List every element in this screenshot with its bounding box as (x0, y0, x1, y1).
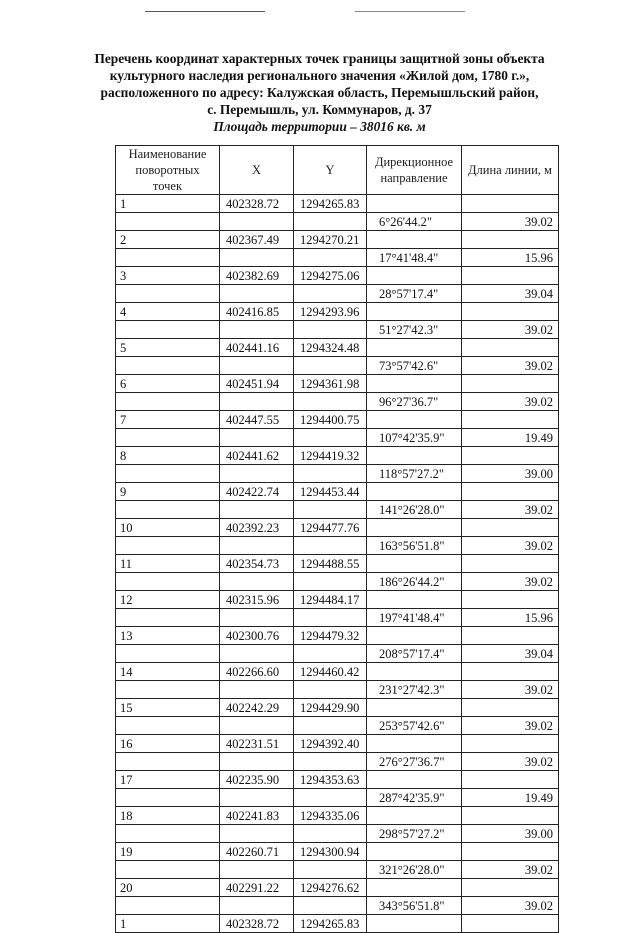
empty-cell (294, 573, 367, 591)
empty-cell (462, 915, 559, 933)
empty-cell (116, 897, 220, 915)
point-name: 13 (116, 627, 220, 645)
empty-cell (116, 573, 220, 591)
point-x: 402328.72 (220, 195, 294, 213)
empty-cell (116, 681, 220, 699)
empty-cell (367, 771, 462, 789)
segment-length: 15.96 (462, 609, 559, 627)
empty-cell (294, 717, 367, 735)
segment-direction: 118°57'27.2" (367, 465, 462, 483)
segment-direction: 107°42'35.9" (367, 429, 462, 447)
segment-length: 39.02 (462, 213, 559, 231)
title-line: Перечень координат характерных точек границы защитной зоны объекта (94, 51, 545, 66)
point-row (116, 339, 559, 357)
header-x: X (220, 146, 294, 195)
empty-cell (367, 267, 462, 285)
point-y: 1294477.76 (294, 519, 367, 537)
empty-cell (294, 321, 367, 339)
segment-length: 39.02 (462, 501, 559, 519)
segment-direction: 197°41'48.4" (367, 609, 462, 627)
table-header-row (116, 146, 559, 195)
segment-row (116, 753, 559, 771)
empty-cell (220, 897, 294, 915)
empty-cell (116, 861, 220, 879)
point-x: 402451.94 (220, 375, 294, 393)
empty-cell (294, 645, 367, 663)
segment-row (116, 429, 559, 447)
empty-cell (294, 501, 367, 519)
point-y: 1294265.83 (294, 195, 367, 213)
point-name: 18 (116, 807, 220, 825)
point-x: 402241.83 (220, 807, 294, 825)
empty-cell (220, 717, 294, 735)
segment-length: 39.02 (462, 573, 559, 591)
point-row (116, 771, 559, 789)
point-name: 4 (116, 303, 220, 321)
empty-cell (220, 681, 294, 699)
point-row (116, 879, 559, 897)
segment-length: 19.49 (462, 789, 559, 807)
segment-direction: 208°57'17.4" (367, 645, 462, 663)
segment-row (116, 357, 559, 375)
scan-artifact-line (145, 11, 265, 12)
empty-cell (294, 429, 367, 447)
segment-row (116, 861, 559, 879)
empty-cell (116, 645, 220, 663)
segment-direction: 51°27'42.3" (367, 321, 462, 339)
point-y: 1294276.62 (294, 879, 367, 897)
empty-cell (116, 789, 220, 807)
empty-cell (462, 339, 559, 357)
empty-cell (294, 789, 367, 807)
empty-cell (367, 483, 462, 501)
empty-cell (367, 411, 462, 429)
empty-cell (220, 645, 294, 663)
point-row (116, 375, 559, 393)
point-x: 402291.22 (220, 879, 294, 897)
segment-direction: 28°57'17.4" (367, 285, 462, 303)
title-line: культурного наследия регионального значения «Жилой дом, 1780 г.», (109, 68, 530, 83)
empty-cell (462, 555, 559, 573)
point-name: 9 (116, 483, 220, 501)
empty-cell (116, 213, 220, 231)
segment-direction: 17°41'48.4" (367, 249, 462, 267)
point-y: 1294293.96 (294, 303, 367, 321)
segment-row (116, 897, 559, 915)
empty-cell (367, 195, 462, 213)
empty-cell (220, 537, 294, 555)
title-line: расположенного по адресу: Калужская область, Перемышльский район, (100, 85, 539, 100)
point-name: 11 (116, 555, 220, 573)
point-x: 402235.90 (220, 771, 294, 789)
point-name: 5 (116, 339, 220, 357)
point-x: 402392.23 (220, 519, 294, 537)
point-row (116, 735, 559, 753)
point-name: 14 (116, 663, 220, 681)
point-row (116, 663, 559, 681)
segment-length: 19.49 (462, 429, 559, 447)
empty-cell (462, 627, 559, 645)
point-row (116, 303, 559, 321)
empty-cell (116, 285, 220, 303)
empty-cell (367, 339, 462, 357)
point-x: 402441.16 (220, 339, 294, 357)
point-x: 402300.76 (220, 627, 294, 645)
segment-length: 39.02 (462, 897, 559, 915)
point-x: 402354.73 (220, 555, 294, 573)
point-x: 402231.51 (220, 735, 294, 753)
segment-row (116, 249, 559, 267)
segment-row (116, 609, 559, 627)
segment-length: 39.00 (462, 465, 559, 483)
segment-row (116, 321, 559, 339)
point-name: 7 (116, 411, 220, 429)
segment-length: 39.04 (462, 285, 559, 303)
point-row (116, 267, 559, 285)
point-x: 402266.60 (220, 663, 294, 681)
empty-cell (462, 771, 559, 789)
point-row (116, 411, 559, 429)
empty-cell (294, 681, 367, 699)
empty-cell (462, 879, 559, 897)
empty-cell (294, 609, 367, 627)
point-y: 1294324.48 (294, 339, 367, 357)
segment-length: 39.02 (462, 393, 559, 411)
point-name: 17 (116, 771, 220, 789)
empty-cell (294, 897, 367, 915)
point-row (116, 627, 559, 645)
point-y: 1294453.44 (294, 483, 367, 501)
point-name: 3 (116, 267, 220, 285)
point-y: 1294361.98 (294, 375, 367, 393)
segment-direction: 298°57'27.2" (367, 825, 462, 843)
empty-cell (116, 537, 220, 555)
segment-direction: 141°26'28.0" (367, 501, 462, 519)
point-name: 1 (116, 915, 220, 933)
empty-cell (462, 267, 559, 285)
point-y: 1294479.32 (294, 627, 367, 645)
segment-direction: 287°42'35.9" (367, 789, 462, 807)
point-x: 402382.69 (220, 267, 294, 285)
segment-length: 39.02 (462, 681, 559, 699)
empty-cell (367, 519, 462, 537)
point-row (116, 699, 559, 717)
point-name: 12 (116, 591, 220, 609)
point-y: 1294392.40 (294, 735, 367, 753)
point-x: 402422.74 (220, 483, 294, 501)
empty-cell (294, 393, 367, 411)
segment-length: 39.02 (462, 537, 559, 555)
empty-cell (462, 447, 559, 465)
empty-cell (220, 393, 294, 411)
empty-cell (367, 627, 462, 645)
empty-cell (367, 879, 462, 897)
point-y: 1294419.32 (294, 447, 367, 465)
point-x: 402315.96 (220, 591, 294, 609)
segment-row (116, 717, 559, 735)
header-y: Y (294, 146, 367, 195)
segment-length: 39.02 (462, 321, 559, 339)
empty-cell (367, 375, 462, 393)
empty-cell (220, 753, 294, 771)
segment-row (116, 825, 559, 843)
segment-row (116, 501, 559, 519)
empty-cell (116, 501, 220, 519)
empty-cell (220, 501, 294, 519)
empty-cell (116, 321, 220, 339)
empty-cell (294, 753, 367, 771)
document-title (20, 50, 619, 135)
empty-cell (462, 843, 559, 861)
segment-row (116, 465, 559, 483)
point-y: 1294275.06 (294, 267, 367, 285)
point-y: 1294265.83 (294, 915, 367, 933)
point-x: 402328.72 (220, 915, 294, 933)
empty-cell (462, 699, 559, 717)
point-x: 402260.71 (220, 843, 294, 861)
empty-cell (220, 429, 294, 447)
empty-cell (220, 357, 294, 375)
segment-row (116, 573, 559, 591)
point-name: 19 (116, 843, 220, 861)
empty-cell (462, 663, 559, 681)
point-x: 402441.62 (220, 447, 294, 465)
empty-cell (294, 861, 367, 879)
empty-cell (220, 861, 294, 879)
point-x: 402242.29 (220, 699, 294, 717)
empty-cell (367, 591, 462, 609)
empty-cell (462, 735, 559, 753)
empty-cell (116, 357, 220, 375)
segment-row (116, 789, 559, 807)
segment-direction: 321°26'28.0" (367, 861, 462, 879)
point-row (116, 195, 559, 213)
point-row (116, 483, 559, 501)
empty-cell (462, 195, 559, 213)
segment-length: 39.04 (462, 645, 559, 663)
point-x: 402416.85 (220, 303, 294, 321)
point-row (116, 555, 559, 573)
point-x: 402367.49 (220, 231, 294, 249)
point-y: 1294353.63 (294, 771, 367, 789)
empty-cell (116, 825, 220, 843)
empty-cell (116, 429, 220, 447)
empty-cell (294, 249, 367, 267)
segment-length: 15.96 (462, 249, 559, 267)
empty-cell (220, 213, 294, 231)
empty-cell (294, 537, 367, 555)
empty-cell (367, 807, 462, 825)
empty-cell (367, 663, 462, 681)
point-row (116, 231, 559, 249)
empty-cell (367, 699, 462, 717)
point-row (116, 519, 559, 537)
segment-direction: 6°26'44.2" (367, 213, 462, 231)
segment-row (116, 681, 559, 699)
empty-cell (294, 465, 367, 483)
point-row (116, 591, 559, 609)
point-y: 1294270.21 (294, 231, 367, 249)
empty-cell (220, 285, 294, 303)
segment-row (116, 645, 559, 663)
point-y: 1294400.75 (294, 411, 367, 429)
point-name: 8 (116, 447, 220, 465)
empty-cell (220, 825, 294, 843)
territory-area: Площадь территории – 38016 кв. м (213, 119, 426, 134)
empty-cell (220, 321, 294, 339)
segment-length: 39.02 (462, 357, 559, 375)
point-y: 1294488.55 (294, 555, 367, 573)
segment-direction: 343°56'51.8" (367, 897, 462, 915)
point-name: 16 (116, 735, 220, 753)
segment-row (116, 213, 559, 231)
segment-direction: 276°27'36.7" (367, 753, 462, 771)
point-row (116, 843, 559, 861)
segment-length: 39.02 (462, 717, 559, 735)
empty-cell (220, 465, 294, 483)
table-body (116, 195, 559, 933)
empty-cell (116, 609, 220, 627)
segment-length: 39.02 (462, 753, 559, 771)
empty-cell (294, 285, 367, 303)
segment-direction: 73°57'42.6" (367, 357, 462, 375)
point-y: 1294335.06 (294, 807, 367, 825)
empty-cell (294, 825, 367, 843)
header-length: Длина линии, м (462, 146, 559, 195)
empty-cell (462, 411, 559, 429)
segment-direction: 253°57'42.6" (367, 717, 462, 735)
scan-artifact-line (355, 11, 465, 12)
empty-cell (220, 249, 294, 267)
segment-direction: 186°26'44.2" (367, 573, 462, 591)
point-x: 402447.55 (220, 411, 294, 429)
segment-direction: 163°56'51.8" (367, 537, 462, 555)
point-y: 1294429.90 (294, 699, 367, 717)
header-direction: Дирекционное направление (367, 146, 462, 195)
empty-cell (367, 447, 462, 465)
empty-cell (294, 357, 367, 375)
empty-cell (294, 213, 367, 231)
segment-direction: 96°27'36.7" (367, 393, 462, 411)
coordinates-table (115, 145, 559, 933)
segment-length: 39.00 (462, 825, 559, 843)
point-name: 15 (116, 699, 220, 717)
segment-length: 39.02 (462, 861, 559, 879)
empty-cell (367, 303, 462, 321)
empty-cell (367, 231, 462, 249)
point-y: 1294300.94 (294, 843, 367, 861)
segment-row (116, 393, 559, 411)
point-y: 1294484.17 (294, 591, 367, 609)
point-name: 10 (116, 519, 220, 537)
point-row (116, 447, 559, 465)
point-row (116, 915, 559, 933)
empty-cell (462, 303, 559, 321)
empty-cell (462, 807, 559, 825)
header-point-name: Наименование поворотных точек (116, 146, 220, 195)
empty-cell (462, 591, 559, 609)
point-name: 2 (116, 231, 220, 249)
empty-cell (367, 843, 462, 861)
empty-cell (116, 717, 220, 735)
empty-cell (116, 753, 220, 771)
segment-row (116, 285, 559, 303)
point-name: 6 (116, 375, 220, 393)
point-y: 1294460.42 (294, 663, 367, 681)
empty-cell (220, 609, 294, 627)
title-line: с. Перемышль, ул. Коммунаров, д. 37 (207, 102, 432, 117)
empty-cell (116, 465, 220, 483)
empty-cell (220, 789, 294, 807)
empty-cell (462, 231, 559, 249)
empty-cell (462, 375, 559, 393)
empty-cell (462, 519, 559, 537)
empty-cell (220, 573, 294, 591)
point-name: 20 (116, 879, 220, 897)
point-name: 1 (116, 195, 220, 213)
empty-cell (367, 555, 462, 573)
empty-cell (367, 735, 462, 753)
segment-row (116, 537, 559, 555)
point-row (116, 807, 559, 825)
empty-cell (462, 483, 559, 501)
empty-cell (116, 249, 220, 267)
empty-cell (116, 393, 220, 411)
segment-direction: 231°27'42.3" (367, 681, 462, 699)
empty-cell (367, 915, 462, 933)
